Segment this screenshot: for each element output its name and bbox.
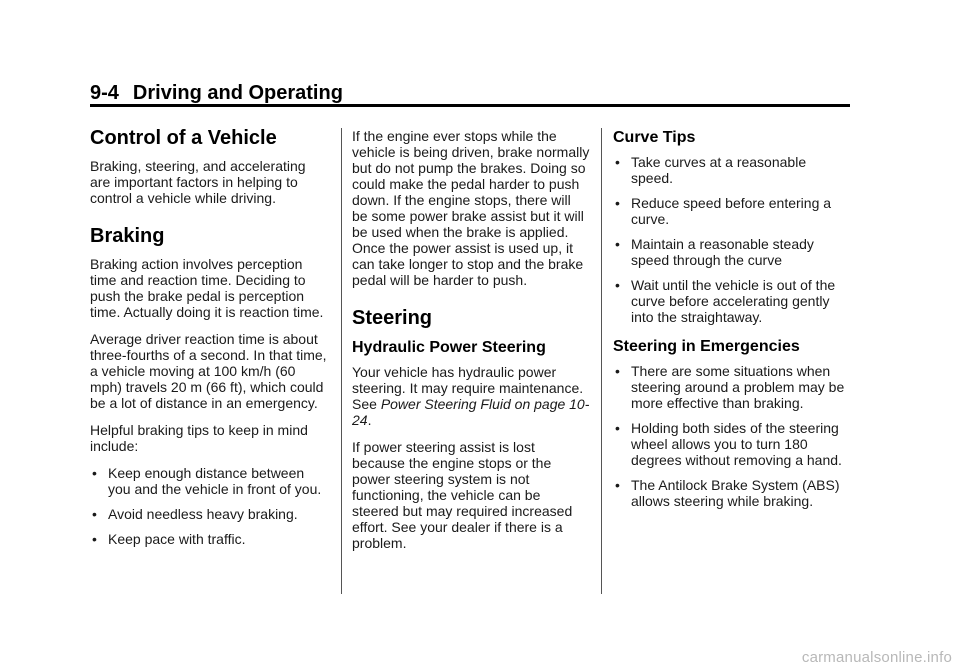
column-divider-2 [601, 128, 602, 594]
paragraph-hydraulic-end: . [367, 412, 372, 428]
list-item [613, 277, 851, 325]
heading-hydraulic-power-steering: Hydraulic Power Steering [352, 339, 546, 356]
braking-tips-list [90, 465, 328, 547]
list-item-text: The Antilock Brake System (ABS) allows steering while braking. [631, 477, 840, 509]
column-divider-1 [341, 128, 342, 594]
column-2 [352, 128, 590, 562]
list-item [613, 420, 851, 468]
bullet-icon: • [615, 236, 620, 252]
watermark: carmanualsonline.info [801, 649, 952, 666]
bullet-icon: • [92, 465, 97, 481]
heading-steering: Steering [352, 307, 433, 329]
list-item [613, 195, 851, 227]
bullet-icon: • [615, 195, 620, 211]
emergency-steering-list [613, 363, 851, 509]
list-item-text: There are some situations when steering around a problem may be more effective than braking. [631, 363, 845, 411]
list-item-text: Wait until the vehicle is out of the curve before accelerating gently into the straightaway. [631, 277, 836, 325]
heading-curve-tips: Curve Tips [613, 129, 696, 146]
paragraph-tips-intro: Helpful braking tips to keep in mind include: [90, 422, 308, 454]
page-header [90, 80, 850, 106]
list-item-text: Maintain a reasonable steady speed through the curve [631, 236, 814, 268]
paragraph-hydraulic [352, 364, 590, 428]
bullet-icon: • [615, 154, 620, 170]
list-item [90, 531, 328, 547]
paragraph-assist-lost: If power steering assist is lost because the engine stops or the power steering system is not functioning, the vehicle can be steered but may required increased effort. See your dealer if there is a problem. [352, 439, 573, 551]
page-number: 9-4 [90, 82, 119, 104]
header-rule [90, 104, 850, 107]
section-title: Driving and Operating [132, 82, 343, 104]
list-item-text: Holding both sides of the steering wheel allows you to turn 180 degrees without removing a hand. [631, 420, 842, 468]
bullet-icon: • [92, 506, 97, 522]
paragraph-control: Braking, steering, and accelerating are important factors in helping to control a vehicle while driving. [90, 158, 306, 206]
list-item-text: Keep enough distance between you and the vehicle in front of you. [108, 465, 322, 497]
bullet-icon: • [615, 363, 620, 379]
bullet-icon: • [615, 277, 620, 293]
list-item [90, 465, 328, 497]
bullet-icon: • [92, 531, 97, 547]
list-item-text: Avoid needless heavy braking. [108, 506, 298, 522]
list-item [613, 236, 851, 268]
list-item [613, 477, 851, 509]
list-item [90, 506, 328, 522]
list-item [613, 363, 851, 411]
paragraph-braking-1: Braking action involves perception time and reaction time. Deciding to push the brake pedal is perception time. Actually doing it is reaction time. [90, 256, 324, 320]
list-item-text: Reduce speed before entering a curve. [631, 195, 832, 227]
power-steering-fluid-link[interactable]: Power Steering Fluid on page 10-24 [352, 396, 590, 428]
curve-tips-list [613, 154, 851, 325]
bullet-icon: • [615, 420, 620, 436]
heading-braking: Braking [90, 225, 165, 247]
heading-control-of-vehicle: Control of a Vehicle [90, 127, 277, 149]
column-3 [613, 128, 851, 518]
list-item [613, 154, 851, 186]
list-item-text: Keep pace with traffic. [108, 531, 246, 547]
heading-steering-emergencies: Steering in Emergencies [613, 338, 800, 355]
bullet-icon: • [615, 477, 620, 493]
column-1 [90, 126, 328, 556]
paragraph-engine-stops: If the engine ever stops while the vehicle is being driven, brake normally but do not pump the brakes. Doing so could make the pedal harder to push down. If the engine stops, there will be some power brake assist but it will be used when the brake is applied. Once the power assist is used up, it can take longer to stop and the brake pedal will be harder to push. [352, 128, 590, 288]
paragraph-hydraulic-text: Your vehicle has hydraulic power steering. It may require maintenance. See [352, 364, 584, 412]
list-item-text: Take curves at a reasonable speed. [631, 154, 807, 186]
paragraph-braking-2: Average driver reaction time is about three-fourths of a second. In that time, a vehicle moving at 100 km/h (60 mph) travels 20 m (66 ft), which could be a lot of distance in an emergency. [90, 331, 327, 411]
